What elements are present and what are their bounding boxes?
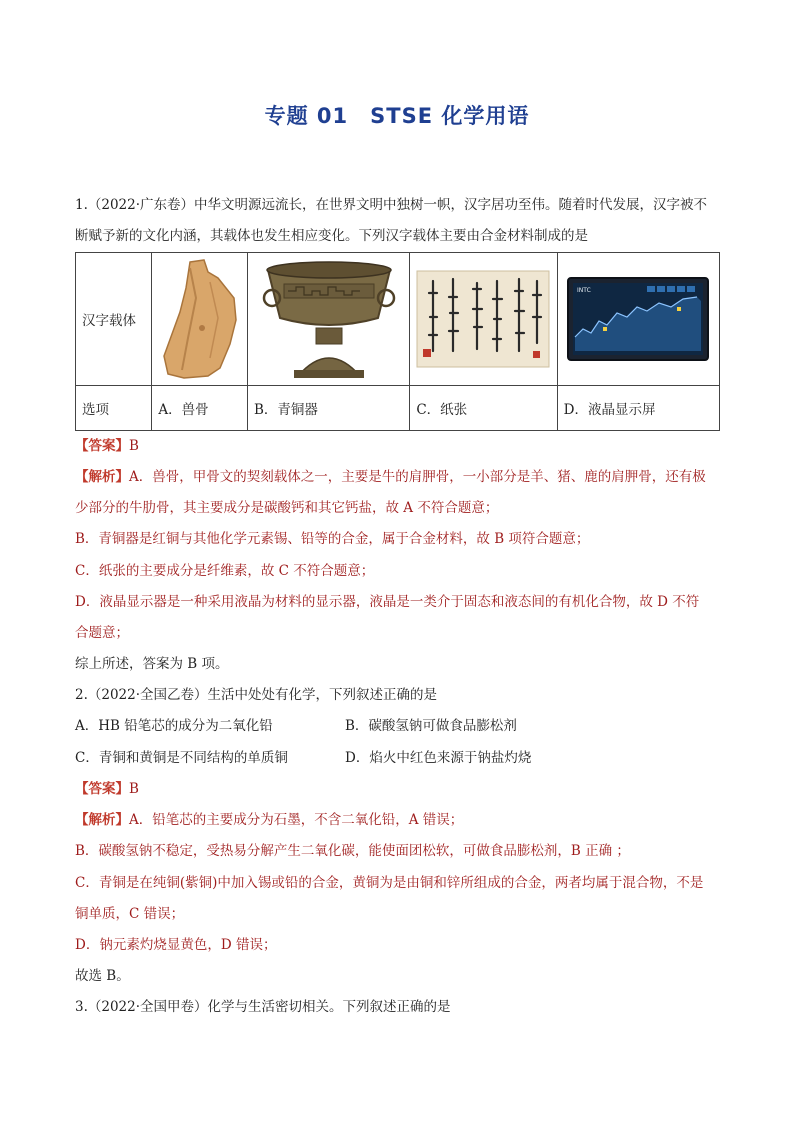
q2-conclusion: 故选 B。 <box>75 968 130 984</box>
q1-stem-line2: 断赋予新的文化内涵，其载体也发生相应变化。下列汉字载体主要由合金材料制成的是 <box>75 228 588 244</box>
bone-image <box>152 253 248 386</box>
table-header-carrier: 汉字载体 <box>76 253 152 386</box>
q2-analysis-line <box>75 810 725 830</box>
answer-tag: 【答案】 <box>75 438 129 454</box>
q2-option-c: C．青铜和黄铜是不同结构的单质铜 <box>75 750 288 766</box>
q1-analysis-line: B．青铜器是红铜与其他化学元素锡、铅等的合金，属于合金材料，故 B 项符合题意； <box>75 531 590 547</box>
analysis-tag: 【解析】 <box>75 469 129 485</box>
lcd-screen-image <box>557 253 719 386</box>
q2-analysis-line: B．碳酸氢钠不稳定，受热易分解产生二氧化碳，能使面团松软，可做食品膨松剂，B 正确 ； <box>75 843 630 859</box>
bronze-vessel-image <box>248 253 410 386</box>
table-row <box>76 386 720 431</box>
option-a: A．兽骨 <box>152 386 248 431</box>
q2-analysis-line: 铜单质，C 错误； <box>75 906 185 922</box>
screen-label: INTC <box>577 287 592 294</box>
q2-analysis-line: C．青铜是在纯铜(紫铜)中加入锡或铅的合金，黄铜为是由铜和锌所组成的合金，两者均属于混合物，不是 <box>75 875 704 891</box>
q1-stem-line1: 1.（2022·广东卷）中华文明源远流长，在世界文明中独树一帜，汉字居功至伟。随着时代发展，汉字被不 <box>75 197 708 213</box>
paper-calligraphy-image <box>410 253 557 386</box>
q2-option-a: A．HB 铅笔芯的成分为二氧化铅 <box>75 718 273 734</box>
q1-analysis-line: D．液晶显示器是一种采用液晶为材料的显示器，液晶是一类介于固态和液态间的有机化合物，故 D 不符 <box>75 594 700 610</box>
q1-analysis-line: 合题意； <box>75 625 129 641</box>
analysis-text: A．兽骨，甲骨文的契刻载体之一，主要是牛的肩胛骨，一小部分是羊、猪、鹿的肩胛骨，还有极 <box>129 469 706 485</box>
table-row <box>76 253 720 386</box>
table-header-option: 选项 <box>76 386 152 431</box>
q3-stem: 3.（2022·全国甲卷）化学与生活密切相关。下列叙述正确的是 <box>75 999 451 1015</box>
answer-value: B <box>129 781 139 797</box>
q1-analysis-line <box>75 467 725 487</box>
q1-carrier-table <box>75 252 720 431</box>
q2-answer <box>75 779 725 799</box>
q1-analysis-line: 少部分的牛肋骨，其主要成分是碳酸钙和其它钙盐，故 A 不符合题意； <box>75 500 499 516</box>
q1-answer <box>75 436 725 456</box>
answer-tag: 【答案】 <box>75 781 129 797</box>
option-b: B．青铜器 <box>248 386 410 431</box>
q2-stem: 2.（2022·全国乙卷）生活中处处有化学，下列叙述正确的是 <box>75 687 438 703</box>
option-c: C．纸张 <box>410 386 557 431</box>
page-title: 专题 01 STSE 化学用语 <box>264 104 530 128</box>
analysis-text: A．铅笔芯的主要成分为石墨，不含二氧化铅，A 错误； <box>129 812 464 828</box>
option-d: D．液晶显示屏 <box>557 386 719 431</box>
q1-summary: 综上所述，答案为 B 项。 <box>75 656 229 672</box>
analysis-tag: 【解析】 <box>75 812 129 828</box>
q1-analysis-line: C．纸张的主要成分是纤维素，故 C 不符合题意； <box>75 563 375 579</box>
answer-value: B <box>129 438 139 454</box>
q2-option-b: B．碳酸氢钠可做食品膨松剂 <box>345 718 517 734</box>
q2-analysis-line: D．钠元素灼烧显黄色，D 错误； <box>75 937 277 953</box>
q2-option-d: D．焰火中红色来源于钠盐灼烧 <box>345 750 532 766</box>
